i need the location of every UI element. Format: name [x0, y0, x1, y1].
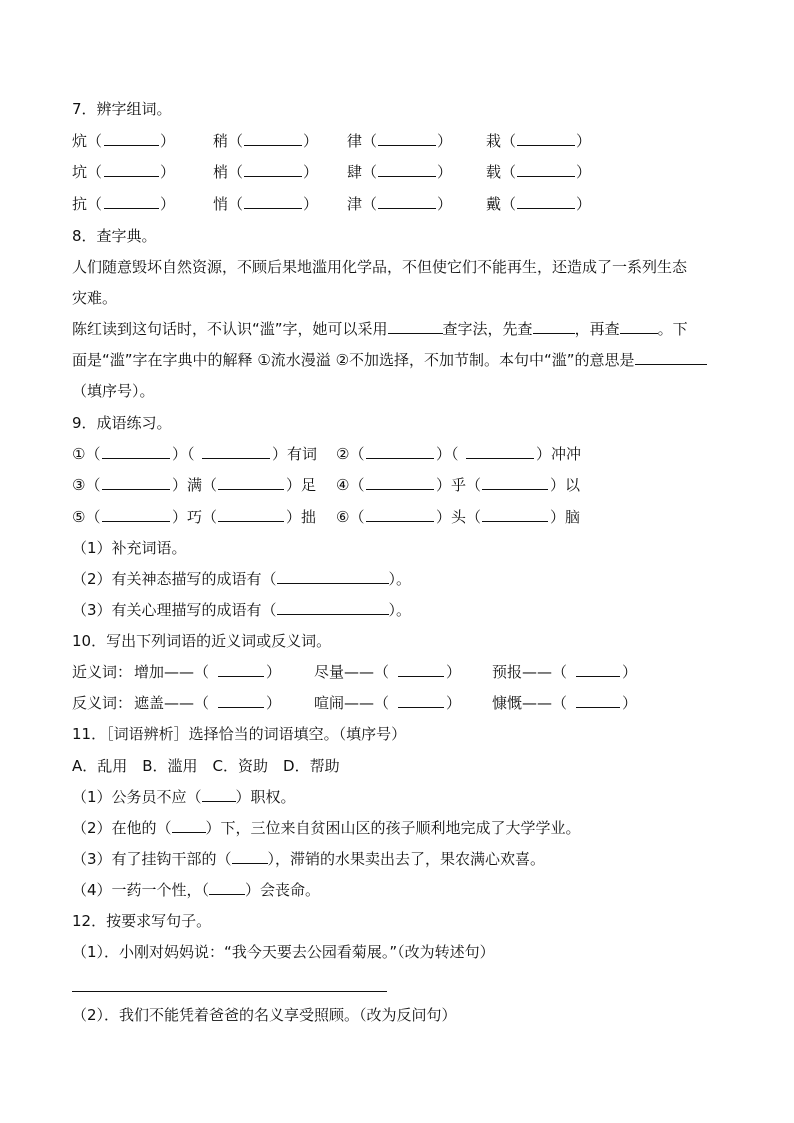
- q7-char: 津（: [347, 195, 378, 213]
- q7-blank[interactable]: [104, 194, 159, 209]
- q7-blank[interactable]: [517, 194, 575, 209]
- q9-row-2: ③（ ）满（ ）足 ④（ ）乎（ ）以: [72, 476, 581, 494]
- q7-row-3: 抗（ ） 悄（ ） 津（ ） 戴（ ）: [72, 195, 592, 213]
- q7-title: 7．辨字组词。: [72, 100, 172, 118]
- q11-sub-3: （3）有了挂钩干部的（ ），滞销的水果卖出去了，果农满心欢喜。: [72, 850, 546, 868]
- q9-blank[interactable]: [102, 444, 170, 459]
- q12-answer-line[interactable]: [72, 991, 387, 992]
- q7-char: 抗（: [72, 195, 103, 213]
- q7-char: 炕（: [72, 132, 103, 150]
- q10-blank[interactable]: [398, 693, 444, 708]
- q7-blank[interactable]: [104, 131, 159, 146]
- q7-blank[interactable]: [244, 194, 302, 209]
- q10-blank[interactable]: [576, 693, 620, 708]
- q8-method-blank[interactable]: [388, 319, 443, 334]
- q9-row-1: ①（ ）（ ）有词 ②（ ）（ ）冲冲: [72, 445, 582, 463]
- q10-title: 10．写出下列词语的近义词或反义词。: [72, 632, 332, 650]
- q7-char: 栽（: [486, 132, 517, 150]
- q7-blank[interactable]: [104, 162, 159, 177]
- q11-blank-1[interactable]: [202, 787, 236, 802]
- q9-blank[interactable]: [366, 475, 434, 490]
- q8-question-line-1: 陈红读到这句话时，不认识“滥”字，她可以采用 查字法，先查 ，再查 。下: [72, 320, 688, 338]
- q7-char: 戴（: [486, 195, 517, 213]
- q7-blank[interactable]: [517, 162, 575, 177]
- q10-blank[interactable]: [398, 662, 444, 677]
- synonym-label: 近义词：: [72, 663, 133, 681]
- q8-meaning-blank[interactable]: [635, 350, 707, 365]
- q7-blank[interactable]: [378, 131, 436, 146]
- q7-row-2: 坑（ ） 梢（ ） 肆（ ） 载（ ）: [72, 163, 592, 181]
- q12-sub-1: （1）．小刚对妈妈说：“我今天要去公园看菊展。”（改为转述句）: [72, 943, 495, 961]
- q8-title: 8．查字典。: [72, 227, 157, 245]
- q8-question-line-2: 面是“滥”字在字典中的解释 ①流水漫溢 ②不加选择，不加节制。本句中“滥”的意思是: [72, 350, 707, 370]
- q12-sub-2: （2）．我们不能凭着爸爸的名义享受照顾。（改为反问句）: [72, 1006, 457, 1024]
- q11-options: A．乱用 B．滥用 C．资助 D．帮助: [72, 757, 340, 775]
- q8-passage-line-2: 灾难。: [72, 289, 118, 307]
- q10-antonym-row: 反义词： 遮盖——（ ） 喧闹——（ ） 慷慨——（ ）: [72, 694, 638, 712]
- q9-blank[interactable]: [202, 444, 270, 459]
- q11-sub-2: （2）在他的（ ）下，三位来自贫困山区的孩子顺利地完成了大学学业。: [72, 819, 581, 837]
- q9-sub-2: （2）有关神态描写的成语有（ ）。: [72, 570, 412, 588]
- q7-blank[interactable]: [244, 131, 302, 146]
- q9-psychology-blank[interactable]: [277, 600, 389, 615]
- q10-blank[interactable]: [218, 693, 264, 708]
- q7-char: 坑（: [72, 163, 103, 181]
- q10-blank[interactable]: [218, 662, 264, 677]
- q11-blank-3[interactable]: [232, 849, 268, 864]
- q9-row-3: ⑤（ ）巧（ ）拙 ⑥（ ）头（ ）脑: [72, 508, 581, 526]
- q9-blank[interactable]: [102, 507, 170, 522]
- q10-blank[interactable]: [576, 662, 620, 677]
- q7-blank[interactable]: [378, 194, 436, 209]
- q7-char: 律（: [347, 132, 378, 150]
- q8-first-lookup-blank[interactable]: [533, 319, 575, 334]
- q9-blank[interactable]: [466, 444, 534, 459]
- q9-blank[interactable]: [218, 475, 284, 490]
- q7-row-1: 炕（ ） 稍（ ） 律（ ） 栽（ ）: [72, 132, 592, 150]
- q11-sub-4: （4）一药一个性，（ ）会丧命。: [72, 881, 321, 899]
- q7-blank[interactable]: [244, 162, 302, 177]
- q9-sub-1: （1）补充词语。: [72, 539, 187, 557]
- q11-blank-2[interactable]: [172, 818, 206, 833]
- q9-blank[interactable]: [366, 444, 434, 459]
- q9-blank[interactable]: [218, 507, 284, 522]
- q9-title: 9．成语练习。: [72, 414, 172, 432]
- q9-blank[interactable]: [482, 475, 548, 490]
- q8-second-lookup-blank[interactable]: [620, 319, 658, 334]
- q7-char: 稍（: [213, 132, 244, 150]
- q9-expression-blank[interactable]: [277, 569, 389, 584]
- antonym-label: 反义词：: [72, 694, 133, 712]
- q7-char: 载（: [486, 163, 517, 181]
- q11-title: 11．［词语辨析］选择恰当的词语填空。（填序号）: [72, 725, 407, 743]
- q9-blank[interactable]: [366, 507, 434, 522]
- q7-blank[interactable]: [378, 162, 436, 177]
- q9-blank[interactable]: [102, 475, 170, 490]
- q8-question-line-3: （填序号）。: [72, 382, 155, 400]
- q9-blank[interactable]: [482, 507, 548, 522]
- q10-synonym-row: 近义词： 增加——（ ） 尽量——（ ） 预报——（ ）: [72, 663, 638, 681]
- q12-title: 12．按要求写句子。: [72, 912, 212, 930]
- q11-sub-1: （1）公务员不应（ ）职权。: [72, 788, 296, 806]
- q8-passage-line-1: 人们随意毁坏自然资源，不顾后果地滥用化学品，不但使它们不能再生，还造成了一系列生态: [72, 258, 688, 276]
- q9-sub-3: （3）有关心理描写的成语有（ ）。: [72, 601, 412, 619]
- q7-char: 悄（: [213, 195, 244, 213]
- q7-blank[interactable]: [517, 131, 575, 146]
- q7-char: 肆（: [347, 163, 378, 181]
- q11-blank-4[interactable]: [209, 880, 245, 895]
- q7-char: 梢（: [213, 163, 244, 181]
